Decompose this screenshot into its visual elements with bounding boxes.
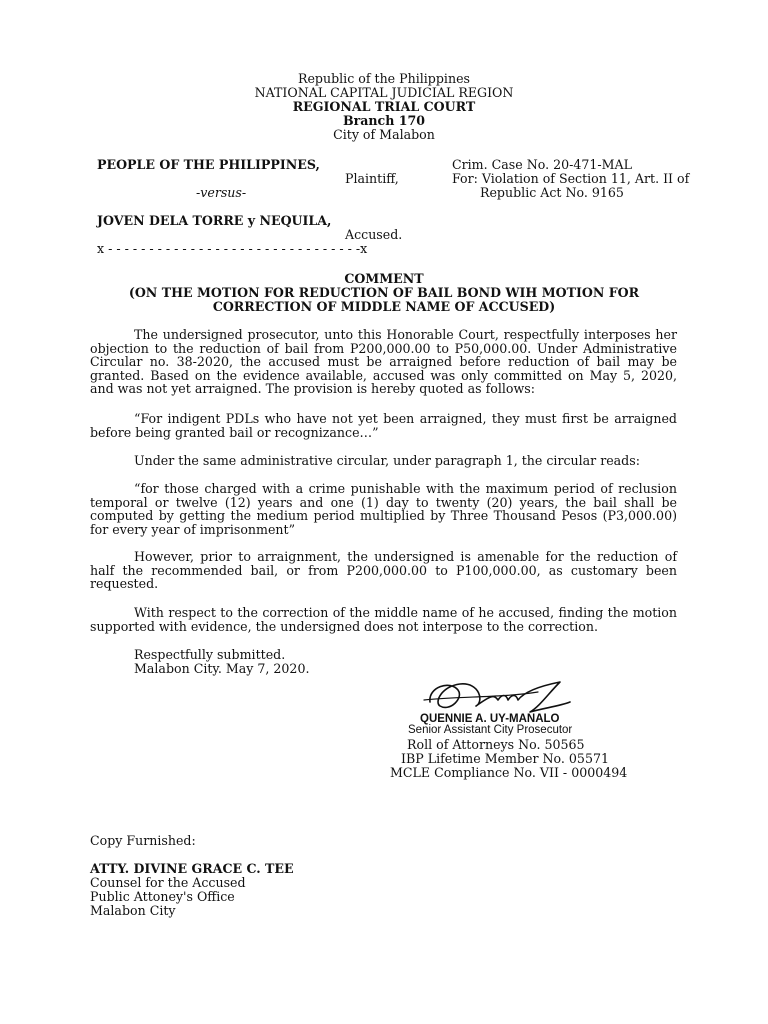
closing-place-date: Malabon City. May 7, 2020. <box>134 661 310 676</box>
copy-furnished-role: Counsel for the Accused <box>90 875 246 890</box>
case-number: Crim. Case No. 20-471-MAL <box>452 157 633 172</box>
versus-label: -versus- <box>196 185 247 200</box>
accused-name: JOVEN DELA TORRE y NEQUILA, <box>97 213 332 228</box>
caption-divider: x - - - - - - - - - - - - - - - - - - - - - - - - - - - - - - -x <box>97 241 368 256</box>
document-subtitle-2: CORRECTION OF MIDDLE NAME OF ACCUSED) <box>212 299 556 314</box>
closing-submitted: Respectfully submitted. <box>134 647 286 662</box>
copy-furnished-name: ATTY. DIVINE GRACE C. TEE <box>90 861 294 876</box>
accused-role: Accused. <box>345 227 403 242</box>
plaintiff-name: PEOPLE OF THE PHILIPPINES, <box>97 157 320 172</box>
plaintiff-role: Plaintiff, <box>345 171 399 186</box>
paragraph-quote-1: “For indigent PDLs who have not yet been arraigned, they must first be arraigned before being granted bail or recognizance…” <box>90 411 677 440</box>
header-republic: Republic of the Philippines <box>297 71 470 86</box>
paragraph-circular-intro: Under the same administrative circular, under paragraph 1, the circular reads: <box>134 453 640 468</box>
paragraph-amenable: However, prior to arraignment, the undersigned is amenable for the reduction of half the recommended bail, or from P200,000.00 to P100,000.00, as customary been requested. <box>90 549 677 592</box>
copy-furnished-city: Malabon City <box>90 903 176 918</box>
paragraph-correction: With respect to the correction of the middle name of he accused, finding the motion supported with evidence, the undersigned does not interpose to the correction. <box>90 605 677 634</box>
copy-furnished-office: Public Attoney's Office <box>90 889 235 904</box>
signatory-name: QUENNIE A. UY-MANALO <box>420 713 560 725</box>
violation-line1: For: Violation of Section 11, Art. II of <box>452 171 690 186</box>
copy-furnished-label: Copy Furnished: <box>90 833 196 848</box>
header-city: City of Malabon <box>333 127 435 142</box>
document-subtitle-1: (ON THE MOTION FOR REDUCTION OF BAIL BOND WIH MOTION FOR <box>128 285 640 300</box>
signatory-ibp: IBP Lifetime Member No. 05571 <box>401 751 609 766</box>
header-region: NATIONAL CAPITAL JUDICIAL REGION <box>254 85 514 100</box>
paragraph-quote-2: “for those charged with a crime punishable with the maximum period of reclusion temporal or twelve (12) years and one (1) day to twenty (20) years, the bail shall be computed by getting the medium period multiplied by Three Thousand Pesos (P3,000.00) for every year of imprisonment” <box>90 481 677 537</box>
violation-line2: Republic Act No. 9165 <box>480 185 624 200</box>
header-court: REGIONAL TRIAL COURT <box>292 99 476 114</box>
signatory-mcle: MCLE Compliance No. VII - 0000494 <box>390 765 628 780</box>
paragraph-objection: The undersigned prosecutor, unto this Honorable Court, respectfully interposes her objection to the reduction of bail from P200,000.00 to P50,000.00. Under Administrative Circular no. 38-2020, the accused must be arraigned before reduction of bail may be granted. Based on the evidence available, accused was only committed on May 5, 2020, and was not yet arraigned. The provision is hereby quoted as follows: <box>90 327 677 397</box>
header-branch: Branch 170 <box>342 113 426 128</box>
document-title: COMMENT <box>344 271 424 286</box>
signatory-roll: Roll of Attorneys No. 50565 <box>407 737 585 752</box>
signatory-title: Senior Assistant City Prosecutor <box>408 724 573 736</box>
